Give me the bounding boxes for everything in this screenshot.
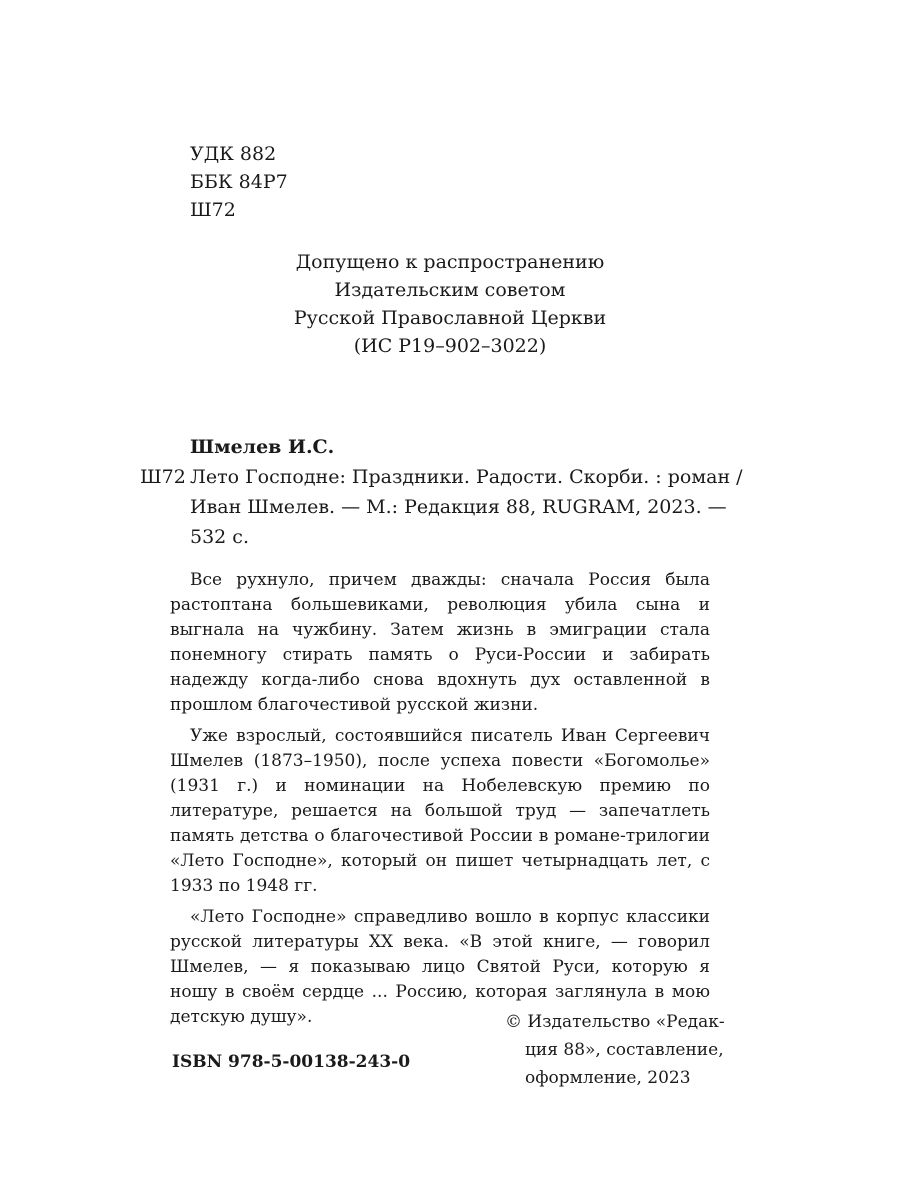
annotation [170,568,710,1036]
bibliographic-line-2: Иван Шмелев. — М.: Редакция 88, RUGRAM, 2023. — [190,496,727,518]
copyright-line-2: ция 88», составление, [525,1040,724,1060]
bibliographic-line-3: 532 с. [190,526,249,548]
author-heading: Шмелев И.С. [190,436,335,458]
copyright-line-3: оформление, 2023 [525,1068,691,1088]
annotation-paragraph: Все рухнуло, причем дважды: сначала Россия была растоптана большевиками, революция убила сына и выгнала на чужбину. Затем жизнь в эмиграции стала понемногу стирать память о Руси-России и забирать надежду когда-либо снова вдохнуть дух оставленной в прошлом благочестивой русской жизни. [170,570,710,715]
approval-line-4: (ИС Р19–902–3022) [353,335,547,357]
bibliographic-code: Ш72 [140,466,186,488]
bibliographic-line-1: Лето Господне: Праздники. Радости. Скорби. : роман / [190,466,743,488]
copyright-notice [505,1008,725,1092]
approval-line-2: Издательским советом [334,279,566,301]
classification-codes [190,140,288,224]
approval-line-1: Допущено к распространению [295,251,605,273]
annotation-paragraph: Уже взрослый, состоявшийся писатель Иван Сергеевич Шмелев (1873–1950), после успеха повести «Богомолье» (1931 г.) и номинации на Нобелевскую премию по литературе, решается на большой труд — запечатлеть память детства о благочестивой России в романе-трилогии «Лето Господне», который он пишет четырнадцать лет, с 1933 по 1948 гг. [170,726,710,896]
udk-code: УДК 882 [190,143,277,165]
annotation-paragraph: «Лето Господне» справедливо вошло в корпус классики русской литературы XX века. «В этой книге, — говорил Шмелев, — я показываю лицо Святой Руси, которую я ношу в своём сердце ... Россию, которая заглянула в мою детскую душу». [170,907,710,1027]
isbn: ISBN 978-5-00138-243-0 [172,1052,411,1072]
copyright-line-1: © Издательство «Редак- [505,1012,725,1032]
bbk-code: ББК 84Р7 [190,171,288,193]
church-approval [250,248,650,360]
author-mark: Ш72 [190,199,236,221]
approval-line-3: Русской Православной Церкви [293,307,607,329]
